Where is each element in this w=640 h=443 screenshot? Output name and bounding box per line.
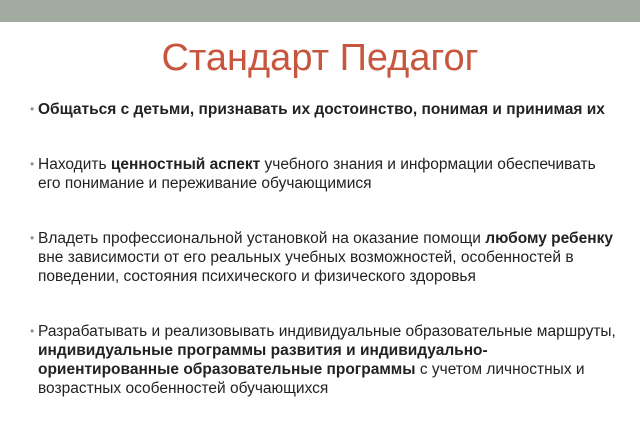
bullet-plain-text: Находить [38, 156, 111, 173]
bullet-plain-text: учебного знания и информации обеспечивать его понимание и переживание обучающимися [38, 156, 596, 192]
bullet-text [38, 156, 596, 192]
bullet-bold-text: индивидуальные программы развития и индивидуально-ориентированные образовательные программы [38, 342, 488, 378]
bullet-list [30, 100, 618, 434]
slide-title: Стандарт Педагог [161, 37, 479, 79]
bullet-item-3 [30, 229, 618, 286]
bullet-item-2 [30, 155, 618, 193]
bullet-item-4 [30, 322, 618, 398]
bullet-plain-text: с учетом личностных и возрастных особенностей обучающихся [38, 361, 585, 397]
bullet-plain-text: Владеть профессиональной установкой на оказание помощи [38, 230, 486, 247]
bullet-plain-text: Разрабатывать и реализовывать индивидуальные образовательные маршруты, [38, 323, 616, 340]
bullet-dot-icon: • [30, 324, 35, 338]
bullet-bold-text: Общаться с детьми, признавать их достоинство, понимая и принимая их [38, 101, 605, 118]
bullet-item-1 [30, 100, 618, 119]
bullet-plain-text: вне зависимости от его реальных учебных возможностей, особенностей в поведении, состояния психического и физического здоровья [38, 249, 574, 285]
bullet-bold-text: ценностный аспект [110, 156, 261, 173]
bullet-bold-text: любому ребенку [485, 230, 613, 247]
bullet-text [38, 323, 616, 397]
slide-top-bar [0, 0, 640, 22]
bullet-dot-icon: • [30, 157, 35, 171]
bullet-text [38, 230, 613, 285]
bullet-text [38, 101, 605, 118]
bullet-dot-icon: • [30, 231, 35, 245]
bullet-dot-icon: • [30, 102, 35, 116]
